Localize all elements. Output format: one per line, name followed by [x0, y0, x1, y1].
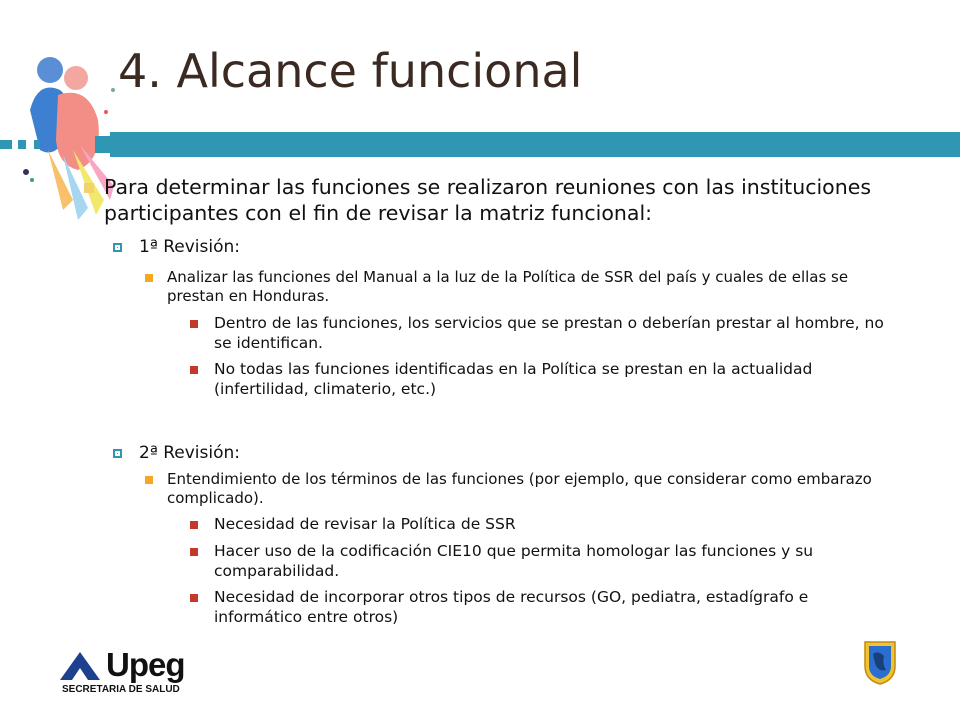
revision-1-subitem-2: No todas las funciones identificadas en la Política se prestan en la actualidad (infertilidad, climaterio, etc.) [214, 360, 813, 398]
revision-2-subitem-2-bullet [190, 548, 198, 556]
revision-2-heading: 2ª Revisión: [139, 443, 241, 463]
revision-1-item-bullet [145, 274, 153, 282]
slide-title: 4. Alcance funcional [118, 44, 583, 98]
logo-subtitle: SECRETARIA DE SALUD [62, 684, 180, 695]
revision-2-subitem-2: Hacer uso de la codificación CIE10 que permita homologar las funciones y su comparabilidad. [214, 542, 814, 580]
revision-1-item: Analizar las funciones del Manual a la luz de la Política de SSR del país y cuales de ellas se prestan en Honduras. [167, 268, 849, 305]
revision-2-subitem-1: Necesidad de revisar la Política de SSR [214, 515, 516, 533]
revision-2-item-bullet [145, 476, 153, 484]
revision-2-subitem-3-bullet [190, 594, 198, 602]
revision-1-heading: 1ª Revisión: [139, 237, 241, 257]
honduras-shield-icon [862, 638, 898, 686]
revision-2-subitem-3: Necesidad de incorporar otros tipos de recursos (GO, pediatra, estadígrafo e informático entre otros) [214, 588, 809, 626]
upeg-logo [58, 646, 208, 700]
intro-bullet [84, 183, 94, 193]
revision-2-subitem-1-bullet [190, 521, 198, 529]
revision-1-subitem-1: Dentro de las funciones, los servicios que se prestan o deberían prestar al hombre, no se identifican. [214, 314, 884, 352]
revision-1-subitem-1-bullet [190, 320, 198, 328]
intro-text: Para determinar las funciones se realizaron reuniones con las instituciones participantes con el fin de revisar la matriz funcional: [104, 175, 872, 225]
logo-name: Upeg [106, 646, 185, 683]
revision-2-bullet [113, 449, 122, 458]
upeg-triangle-icon [58, 650, 104, 682]
revision-2-item: Entendimiento de los términos de las funciones (por ejemplo, que considerar como embarazo complicado). [167, 470, 872, 507]
revision-1-subitem-2-bullet [190, 366, 198, 374]
revision-1-bullet [113, 243, 122, 252]
